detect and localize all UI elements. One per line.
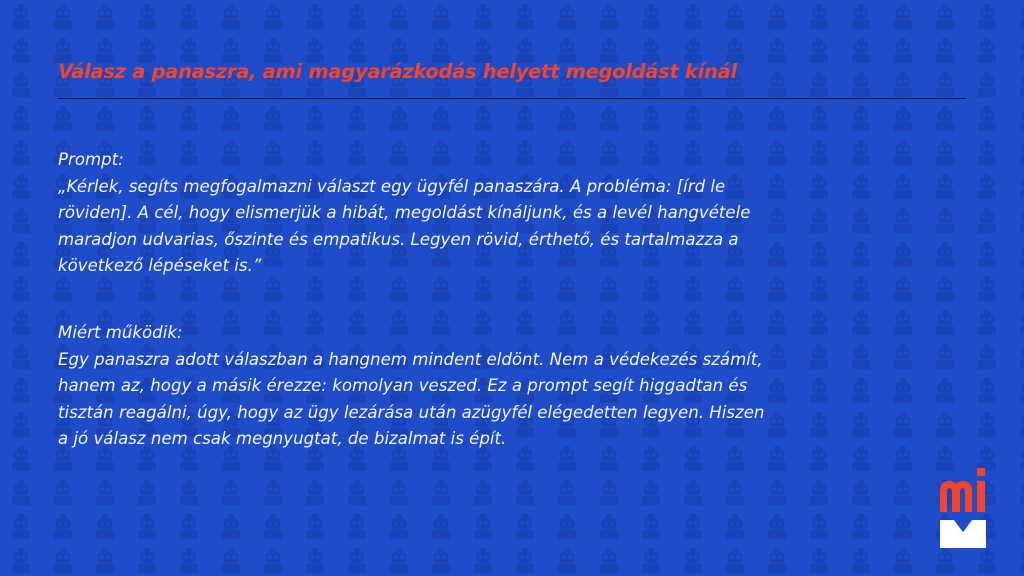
why-section [58,320,978,453]
why-label: Miért működik: [58,323,183,342]
prompt-line: maradjon udvarias, őszinte és empatikus. Legyen rövid, érthető, és tartalmazza a [58,229,739,249]
prompt-line: következő lépéseket is.” [58,256,262,275]
slide-title: Válasz a panaszra, ami magyarázkodás helyett megoldást kínál [58,60,737,83]
prompt-line: röviden]. A cél, hogy elismerjük a hibát, megoldást kínáljunk, és a levél hangvétele [58,203,751,222]
why-line: hanem az, hogy a másik érezze: komolyan veszed. Ez a prompt segít higgadtan és [58,376,748,395]
prompt-line: „Kérlek, segíts megfogalmazni választ egy ügyfél panaszára. A probléma: [írd le [58,176,726,196]
why-line: a jó válasz nem csak megnyugtat, de bizalmat is épít. [58,429,507,448]
prompt-section [58,147,978,280]
mi-brand-logo-icon [938,468,988,550]
why-line: tisztán reagálni, úgy, hogy az ügy lezárása után azügyfél elégedetten legyen. Hiszen [58,402,765,422]
prompt-label: Prompt: [58,150,124,169]
title-divider [58,98,966,99]
why-line: Egy panaszra adott válaszban a hangnem mindent eldönt. Nem a védekezés számít, [58,349,763,369]
